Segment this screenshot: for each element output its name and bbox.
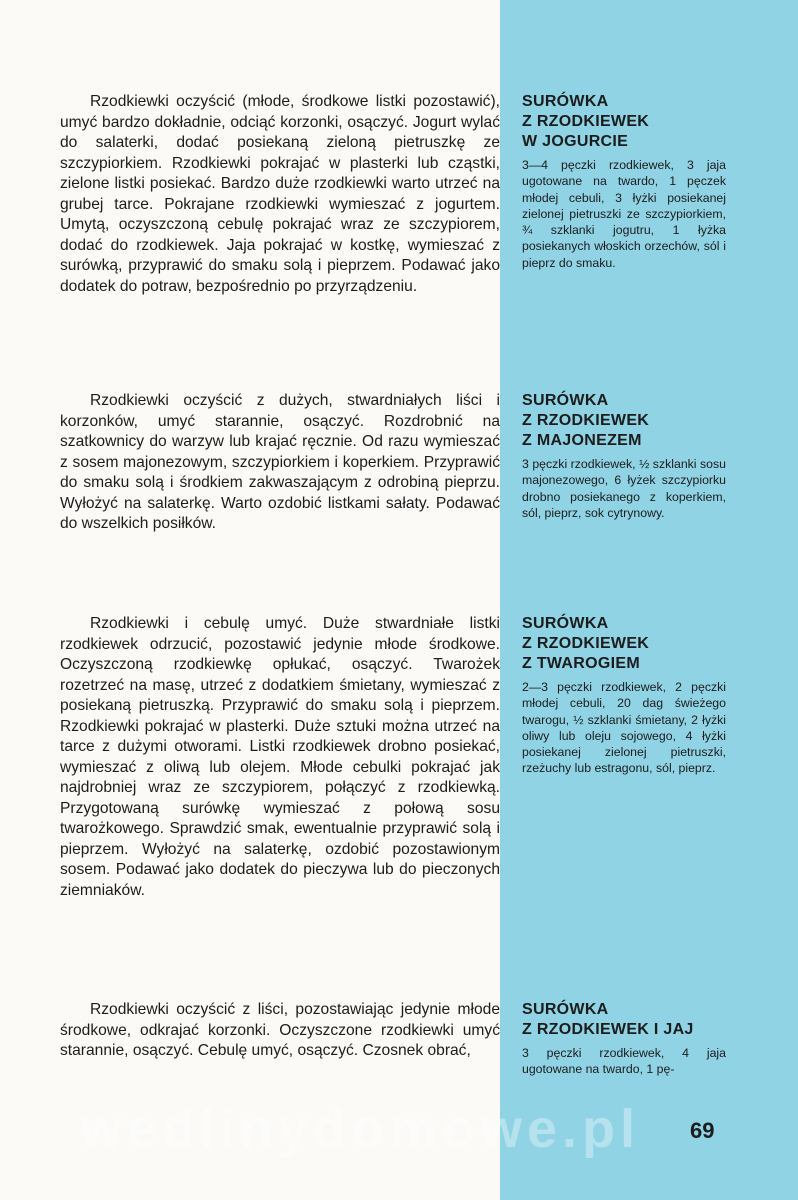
method-text: Rzodkiewki i cebulę umyć. Duże stwardniałe listki rzodkiewek odrzucić, pozostawić jedynie młode środkowe. Oczyszczoną rzodkiewkę opłukać, osączyć. Twarożek rozetrzeć na masę, utrzeć z dodatkiem śmietany, wymieszać z posiekaną pietruszką. Przyprawić do smaku solą i pieprzem. Rzodkiewki pokrajać w plasterki. Duże sztuki można utrzeć na tarce z dużymi otworami. Listki rzodkiewek drobno posiekać, wymieszać z oliwą lub olejem. Młode cebulki pokrajać jak najdrobniej wraz ze szczypiorem, połączyć z rzodkiewką. Przygotowaną surówkę wymieszać z połową sosu twarożkowego. Sprawdzić smak, ewentualnie przyprawić solą i pieprzem. Wyłożyć na salaterkę, ozdobić pozostawionym sosem. Podawać jako dodatek do pieczywa lub do pieczonych ziemniaków. xyxy=(60,615,500,899)
method-text: Rzodkiewki oczyścić (młode, środkowe listki pozostawić), umyć bardzo dokładnie, odciąć korzonki, osączyć. Jogurt wylać do salaterki, dodać posiekaną zieloną pietruszkę ze szczypiorkiem. Rzodkiewki pokrajać w plasterki lub cząstki, zielone listki posiekać. Bardzo duże rzodkiewki warto utrzeć na grubej tarce. Pokrajane rzodkiewki wymieszać z jogurtem. Umytą, oczyszczoną cebulę pokrajać wraz ze szczypiorem, dodać do rzodkiewek. Jaja pokrajać w kostkę, wymieszać z surówką, przyprawić do smaku solą i pieprzem. Podawać jako dodatek do potraw, bezpośrednio po przyrządzeniu. xyxy=(60,93,500,295)
recipe-3-method xyxy=(60,614,500,901)
recipe-title: SURÓWKA Z RZODKIEWEK Z TWAROGIEM xyxy=(522,615,650,672)
ingredients-list: 3 pęczki rzodkiewek, 4 jaja ugotowane na twardo, 1 pę- xyxy=(522,1046,726,1077)
method-text: Rzodkiewki oczyścić z liści, pozostawiając jedynie młode środkowe, odkrajać korzonki. Oczyszczone rzodkiewki umyć starannie, osączyć. Cebulę umyć, osączyć. Czosnek obrać, xyxy=(60,1001,500,1059)
ingredients-list: 2—3 pęczki rzodkiewek, 2 pęczki młodej cebuli, 20 dag świeżego twarogu, ½ szklanki śmietany, 2 łyżki oliwy lub oleju sojowego, 4 łyżki posiekanej zielonej pietruszki, rzeżuchy lub estragonu, sól, pieprz. xyxy=(522,680,726,776)
recipe-4-method xyxy=(60,1000,500,1062)
recipe-title: SURÓWKA Z RZODKIEWEK W JOGURCIE xyxy=(522,93,650,150)
recipe-2-method xyxy=(60,391,500,535)
method-text: Rzodkiewki oczyścić z dużych, stwardniałych liści i korzonków, umyć starannie, osączyć. Rozdrobnić na szatkownicy do warzyw lub krajać ręcznie. Od razu wymieszać z sosem majonezowym, szczypiorkiem i koperkiem. Przyprawić do smaku solą i środkiem zakwaszającym z odrobiną pieprzu. Wyłożyć na salaterkę. Warto ozdobić listkami sałaty. Podawać do wszelkich posiłków. xyxy=(60,392,500,532)
recipe-1-method xyxy=(60,92,500,297)
page-number: 69 xyxy=(690,1118,715,1143)
recipe-title: SURÓWKA Z RZODKIEWEK I JAJ xyxy=(522,1001,694,1038)
recipe-2-card xyxy=(522,391,726,521)
ingredients-list: 3 pęczki rzodkiewek, ½ szklanki sosu majonezowego, 6 łyżek szczypiorku drobno posiekanego z koperkiem, sól, pieprz, sok cytrynowy. xyxy=(522,457,726,520)
ingredients-list: 3—4 pęczki rzodkiewek, 3 jaja ugotowane na twardo, 1 pęczek młodej cebuli, 3 łyżki posiekanej zielonej pietruszki ze szczypiorkiem, ¾ szklanki jogutru, 1 łyżka posiekanych włoskich orzechów, sól i pieprz do smaku. xyxy=(522,158,726,270)
recipe-4-card xyxy=(522,1000,726,1078)
recipe-title: SURÓWKA Z RZODKIEWEK Z MAJONEZEM xyxy=(522,392,650,449)
recipe-1-card xyxy=(522,92,726,271)
recipe-3-card xyxy=(522,614,726,777)
watermark: wedlinydomowe.pl xyxy=(80,1099,641,1159)
